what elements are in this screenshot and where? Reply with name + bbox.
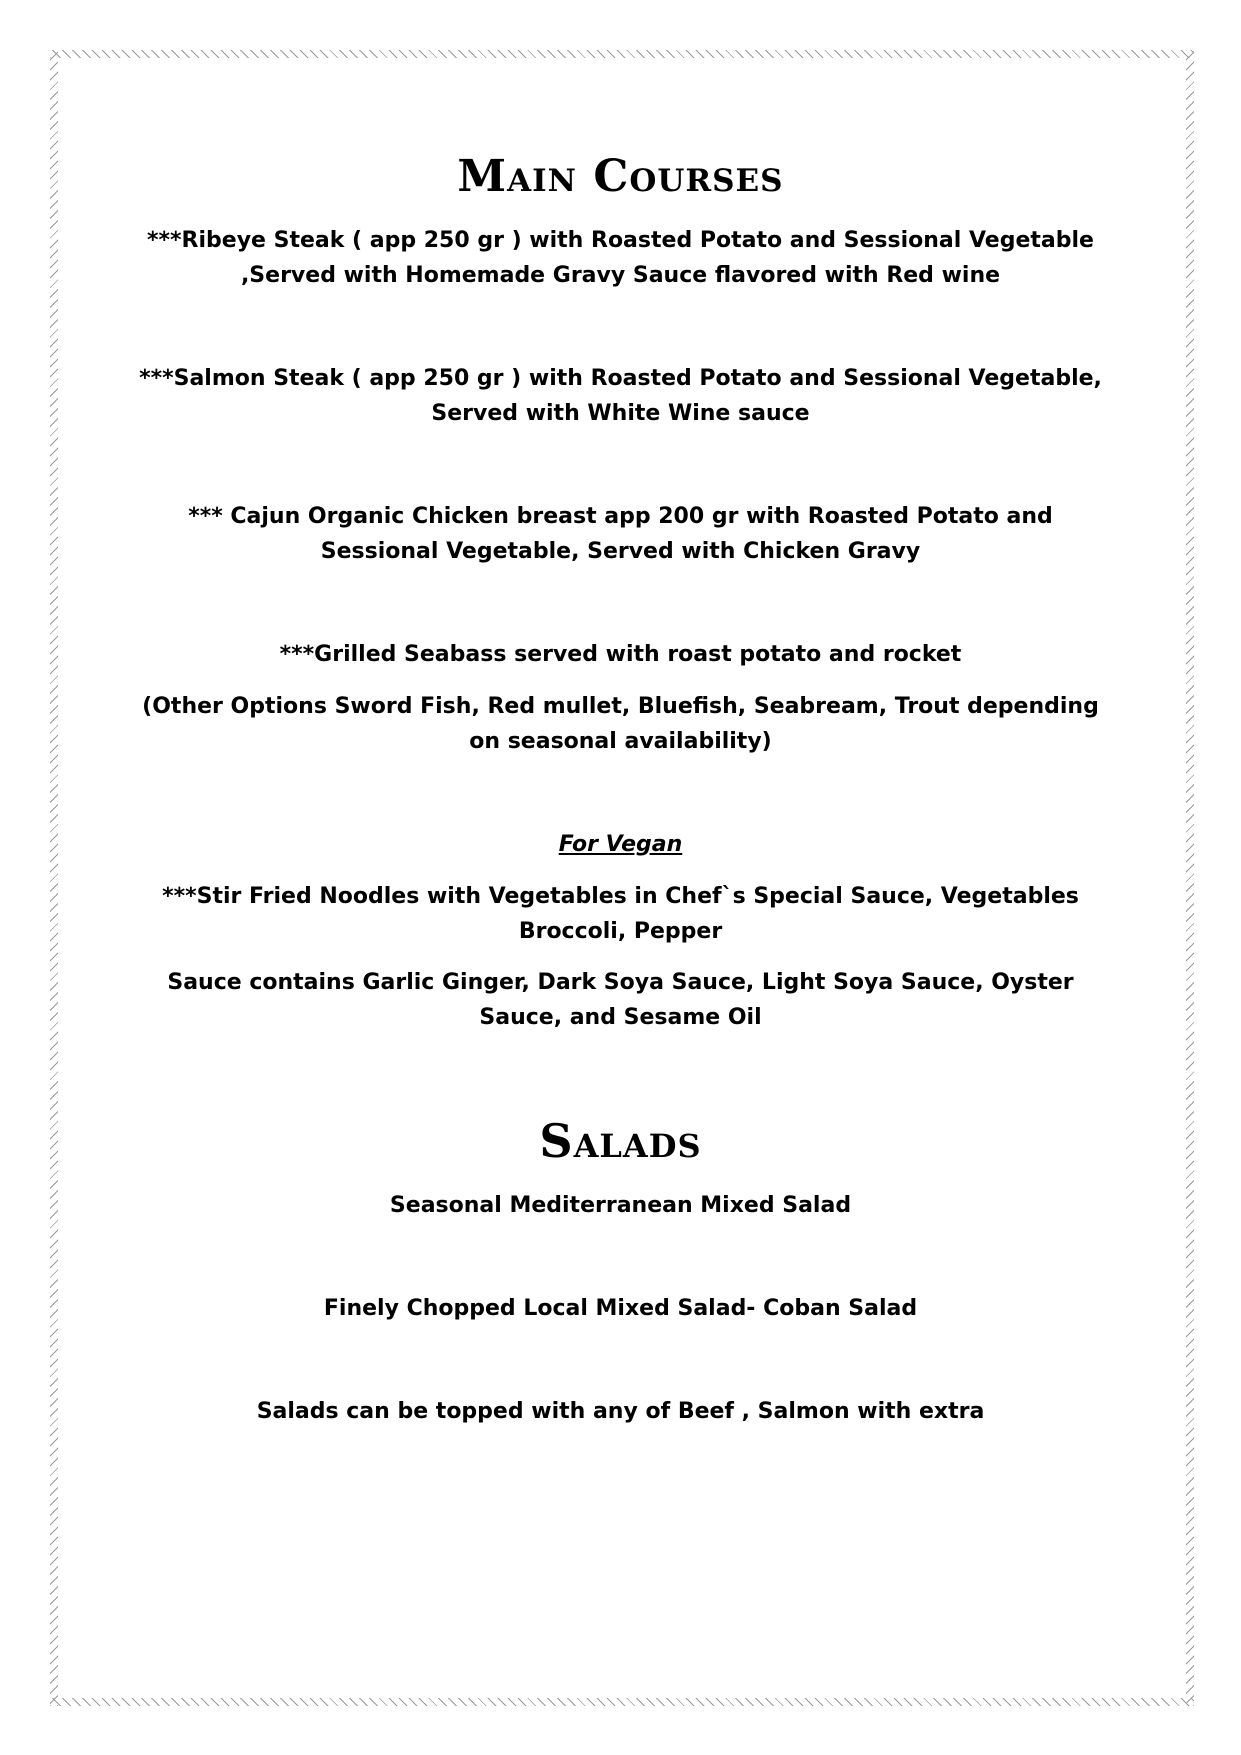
menu-item-ribeye: ***Ribeye Steak ( app 250 gr ) with Roasted Potato and Sessional Vegetable ,Served with Homemade Gravy Sauce flavored with Red wine — [147, 228, 1094, 288]
menu-item-coban-salad: Finely Chopped Local Mixed Salad- Coban Salad — [323, 1296, 918, 1321]
menu-item-salad-toppings: Salads can be topped with any of Beef , Salmon with extra — [256, 1399, 985, 1424]
menu-content — [130, 0, 1111, 1755]
border-right — [1186, 50, 1194, 1706]
menu-item-sauce-note: Sauce contains Garlic Ginger, Dark Soya Sauce, Light Soya Sauce, Oyster Sauce, and Sesame Oil — [167, 970, 1074, 1030]
border-left — [50, 50, 58, 1706]
menu-item-fish-options: (Other Options Sword Fish, Red mullet, Bluefish, Seabream, Trout depending on seasonal availability) — [142, 694, 1099, 754]
menu-item-mediterranean-salad: Seasonal Mediterranean Mixed Salad — [389, 1193, 852, 1218]
menu-item-noodles: ***Stir Fried Noodles with Vegetables in Chef`s Special Sauce, Vegetables Broccoli, Pepper — [162, 884, 1079, 944]
salads-heading: Salads — [539, 1114, 702, 1168]
menu-item-seabass: ***Grilled Seabass served with roast potato and rocket — [279, 642, 962, 667]
menu-item-chicken: *** Cajun Organic Chicken breast app 200 gr with Roasted Potato and Sessional Vegetable, Served with Chicken Gravy — [188, 504, 1053, 564]
menu-item-salmon: ***Salmon Steak ( app 250 gr ) with Roasted Potato and Sessional Vegetable, Served with White Wine sauce — [139, 366, 1102, 426]
vegan-heading: For Vegan — [558, 832, 683, 857]
main-courses-heading: Main Courses — [457, 151, 784, 202]
